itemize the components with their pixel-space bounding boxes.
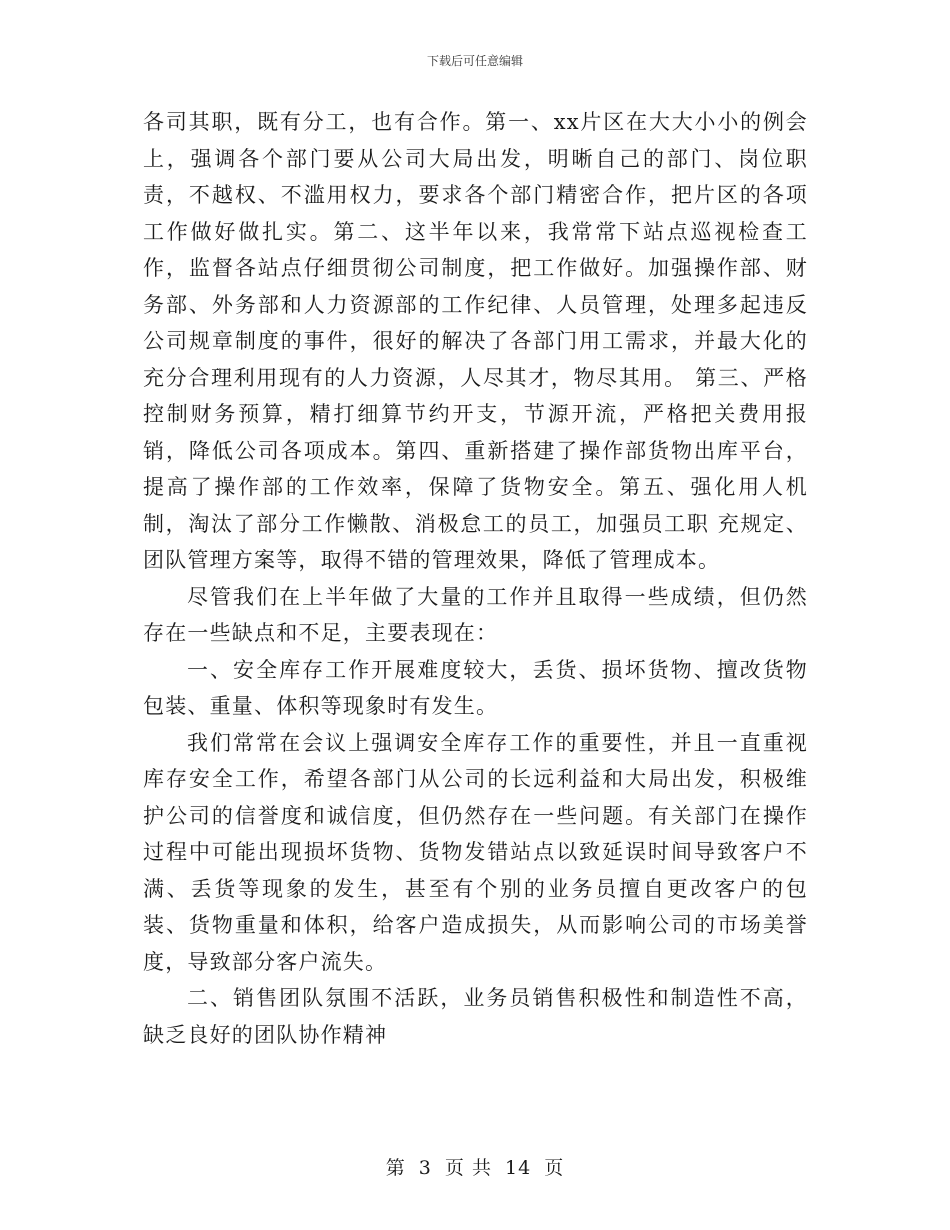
paragraph-point-one-detail: 我们常常在会议上强调安全库存工作的重要性，并且一直重视库存安全工作，希望各部门从公司的长远利益和大局出发，积极维护公司的信誉度和诚信度，但仍然存在一些问题。有关部门在操作过程中可能出现损坏货物、货物发错站点以致延误时间导致客户不满、丢货等现象的发生，甚至有个别的业务员擅自更改客户的包装、货物重量和体积，给客户造成损失，从而影响公司的市场美誉度，导致部分客户流失。 [143, 730, 808, 974]
footer-page-number: 3 [418, 1157, 432, 1179]
page-header: 下载后可任意编辑 [426, 54, 523, 68]
footer-prefix: 第 [385, 1157, 406, 1179]
footer-total-pages: 14 [505, 1157, 532, 1179]
paragraph-point-two: 二、销售团队氛围不活跃，业务员销售积极性和制造性不高，缺乏良好的团队协作精神 [143, 986, 808, 1047]
footer-suffix: 页 [544, 1157, 565, 1179]
paragraph-shortcomings-intro: 尽管我们在上半年做了大量的工作并且取得一些成绩，但仍然存在一些缺点和不足，主要表现在： [143, 584, 808, 645]
paragraph-point-one: 一、安全库存工作开展难度较大，丢货、损坏货物、擅改货物包装、重量、体积等现象时有发生。 [143, 657, 808, 718]
page-footer [0, 1153, 950, 1180]
footer-middle: 页 共 [444, 1157, 492, 1179]
paragraph-continuation: 各司其职，既有分工，也有合作。第一、xx片区在大大小小的例会上，强调各个部门要从公司大局出发，明晰自己的部门、岗位职责，不越权、不滥用权力，要求各个部门精密合作，把片区的各项工作做好做扎实。第二、这半年以来，我常常下站点巡视检查工作，监督各站点仔细贯彻公司制度，把工作做好。加强操作部、财务部、外务部和人力资源部的工作纪律、人员管理，处理多起违反公司规章制度的事件，很好的解决了各部门用工需求，并最大化的充分合理利用现有的人力资源，人尽其才，物尽其用。 第三、严格控制财务预算，精打细算节约开支，节源开流，严格把关费用报销，降低公司各项成本。第四、重新搭建了操作部货物出库平台，提高了操作部的工作效率，保障了货物安全。第五、强化用人机制，淘汰了部分工作懒散、消极怠工的员工，加强员工职 充规定、团队管理方案等，取得不错的管理效果，降低了管理成本。 [143, 110, 808, 572]
document-body [143, 104, 808, 1053]
